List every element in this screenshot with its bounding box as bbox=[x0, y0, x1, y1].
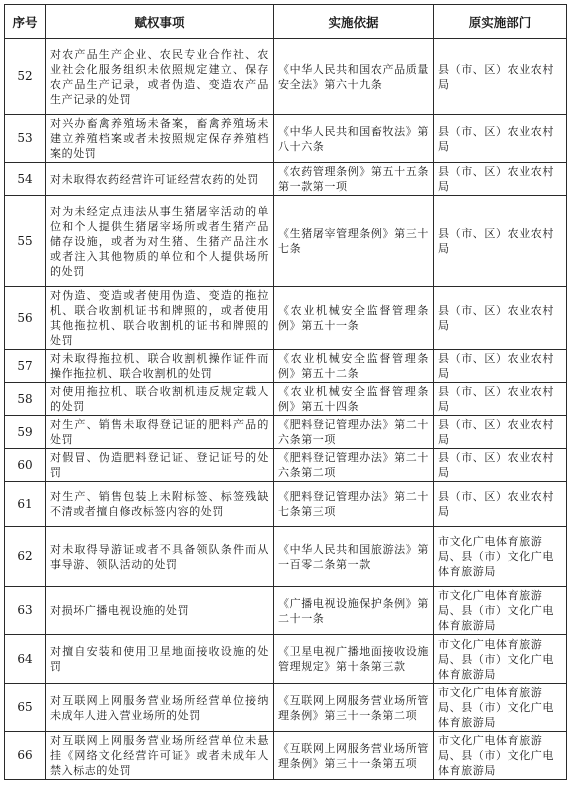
row-basis: 《中华人民共和国农产品质量安全法》第六十九条 bbox=[274, 39, 434, 115]
row-department: 县（市、区）农业农村局 bbox=[434, 350, 567, 383]
table-row bbox=[5, 732, 567, 780]
table-row bbox=[5, 350, 567, 383]
table-row bbox=[5, 383, 567, 416]
row-department: 县（市、区）农业农村局 bbox=[434, 482, 567, 527]
table-row bbox=[5, 449, 567, 482]
table-row bbox=[5, 527, 567, 587]
row-number: 52 bbox=[5, 39, 46, 115]
row-number: 57 bbox=[5, 350, 46, 383]
row-item: 对伪造、变造或者使用伪造、变造的拖拉机、联合收割机证书和牌照的，或者使用其他拖拉机、联合收割机的证书和牌照的处罚 bbox=[46, 287, 274, 350]
row-basis: 《生猪屠宰管理条例》第三十七条 bbox=[274, 196, 434, 287]
header-row bbox=[5, 5, 567, 39]
row-item: 对未取得农药经营许可证经营农药的处罚 bbox=[46, 163, 274, 196]
row-number: 64 bbox=[5, 635, 46, 684]
row-item: 对互联网上网服务营业场所经营单位未悬挂《网络文化经营许可证》或者未成年人禁入标志的处罚 bbox=[46, 732, 274, 780]
row-item: 对生产、销售包装上未附标签、标签残缺不清或者擅自修改标签内容的处罚 bbox=[46, 482, 274, 527]
authority-table bbox=[4, 4, 567, 780]
row-department: 县（市、区）农业农村局 bbox=[434, 449, 567, 482]
row-basis: 《中华人民共和国旅游法》第一百零二条第一款 bbox=[274, 527, 434, 587]
row-department: 县（市、区）农业农村局 bbox=[434, 163, 567, 196]
row-basis: 《互联网上网服务营业场所管理条例》第三十一条第二项 bbox=[274, 684, 434, 732]
row-number: 66 bbox=[5, 732, 46, 780]
row-number: 55 bbox=[5, 196, 46, 287]
row-item: 对生产、销售未取得登记证的肥料产品的处罚 bbox=[46, 416, 274, 449]
row-item: 对为未经定点违法从事生猪屠宰活动的单位和个人提供生猪屠宰场所或者生猪产品储存设施，或者为对生猪、生猪产品注水或者注入其他物质的单位和个人提供场所的处罚 bbox=[46, 196, 274, 287]
row-number: 54 bbox=[5, 163, 46, 196]
row-basis: 《肥料登记管理办法》第二十六条第二项 bbox=[274, 449, 434, 482]
header-item: 赋权事项 bbox=[46, 5, 274, 39]
row-basis: 《农药管理条例》第五十五条第一款第一项 bbox=[274, 163, 434, 196]
table-row bbox=[5, 39, 567, 115]
row-basis: 《中华人民共和国畜牧法》第八十六条 bbox=[274, 115, 434, 163]
table-row bbox=[5, 684, 567, 732]
row-basis: 《肥料登记管理办法》第二十七条第三项 bbox=[274, 482, 434, 527]
table-row bbox=[5, 287, 567, 350]
row-basis: 《肥料登记管理办法》第二十六条第一项 bbox=[274, 416, 434, 449]
row-basis: 《互联网上网服务营业场所管理条例》第三十一条第五项 bbox=[274, 732, 434, 780]
row-basis: 《广播电视设施保护条例》第二十一条 bbox=[274, 587, 434, 635]
row-item: 对使用拖拉机、联合收割机违反规定载人的处罚 bbox=[46, 383, 274, 416]
row-basis: 《农业机械安全监督管理条例》第五十一条 bbox=[274, 287, 434, 350]
row-item: 对损坏广播电视设施的处罚 bbox=[46, 587, 274, 635]
table-row bbox=[5, 587, 567, 635]
row-department: 县（市、区）农业农村局 bbox=[434, 287, 567, 350]
row-number: 65 bbox=[5, 684, 46, 732]
table-row bbox=[5, 416, 567, 449]
header-number: 序号 bbox=[5, 5, 46, 39]
table-body bbox=[5, 39, 567, 780]
row-number: 63 bbox=[5, 587, 46, 635]
row-number: 61 bbox=[5, 482, 46, 527]
row-department: 市文化广电体育旅游局、县（市）文化广电体育旅游局 bbox=[434, 587, 567, 635]
row-department: 市文化广电体育旅游局、县（市）文化广电体育旅游局 bbox=[434, 684, 567, 732]
table-row bbox=[5, 163, 567, 196]
row-item: 对未取得拖拉机、联合收割机操作证件而操作拖拉机、联合收割机的处罚 bbox=[46, 350, 274, 383]
row-number: 56 bbox=[5, 287, 46, 350]
row-item: 对兴办畜禽养殖场未备案，畜禽养殖场未建立养殖档案或者未按照规定保存养殖档案的处罚 bbox=[46, 115, 274, 163]
header-basis: 实施依据 bbox=[274, 5, 434, 39]
row-department: 市文化广电体育旅游局、县（市）文化广电体育旅游局 bbox=[434, 732, 567, 780]
row-number: 59 bbox=[5, 416, 46, 449]
row-basis: 《农业机械安全监督管理条例》第五十二条 bbox=[274, 350, 434, 383]
header-department: 原实施部门 bbox=[434, 5, 567, 39]
table-row bbox=[5, 196, 567, 287]
table-row bbox=[5, 635, 567, 684]
row-number: 53 bbox=[5, 115, 46, 163]
row-department: 县（市、区）农业农村局 bbox=[434, 39, 567, 115]
row-department: 市文化广电体育旅游局、县（市）文化广电体育旅游局 bbox=[434, 527, 567, 587]
row-number: 58 bbox=[5, 383, 46, 416]
table-row bbox=[5, 482, 567, 527]
row-department: 市文化广电体育旅游局、县（市）文化广电体育旅游局 bbox=[434, 635, 567, 684]
row-basis: 《卫星电视广播地面接收设施管理规定》第十条第三款 bbox=[274, 635, 434, 684]
row-basis: 《农业机械安全监督管理条例》第五十四条 bbox=[274, 383, 434, 416]
row-item: 对擅自安装和使用卫星地面接收设施的处罚 bbox=[46, 635, 274, 684]
row-item: 对未取得导游证或者不具备领队条件而从事导游、领队活动的处罚 bbox=[46, 527, 274, 587]
row-department: 县（市、区）农业农村局 bbox=[434, 416, 567, 449]
row-item: 对假冒、伪造肥料登记证、登记证号的处罚 bbox=[46, 449, 274, 482]
row-number: 62 bbox=[5, 527, 46, 587]
row-department: 县（市、区）农业农村局 bbox=[434, 115, 567, 163]
row-item: 对互联网上网服务营业场所经营单位接纳未成年人进入营业场所的处罚 bbox=[46, 684, 274, 732]
table-row bbox=[5, 115, 567, 163]
row-item: 对农产品生产企业、农民专业合作社、农业社会化服务组织未依照规定建立、保存农产品生产记录，或者伪造、变造农产品生产记录的处罚 bbox=[46, 39, 274, 115]
row-department: 县（市、区）农业农村局 bbox=[434, 383, 567, 416]
row-number: 60 bbox=[5, 449, 46, 482]
row-department: 县（市、区）农业农村局 bbox=[434, 196, 567, 287]
table-header bbox=[5, 5, 567, 39]
